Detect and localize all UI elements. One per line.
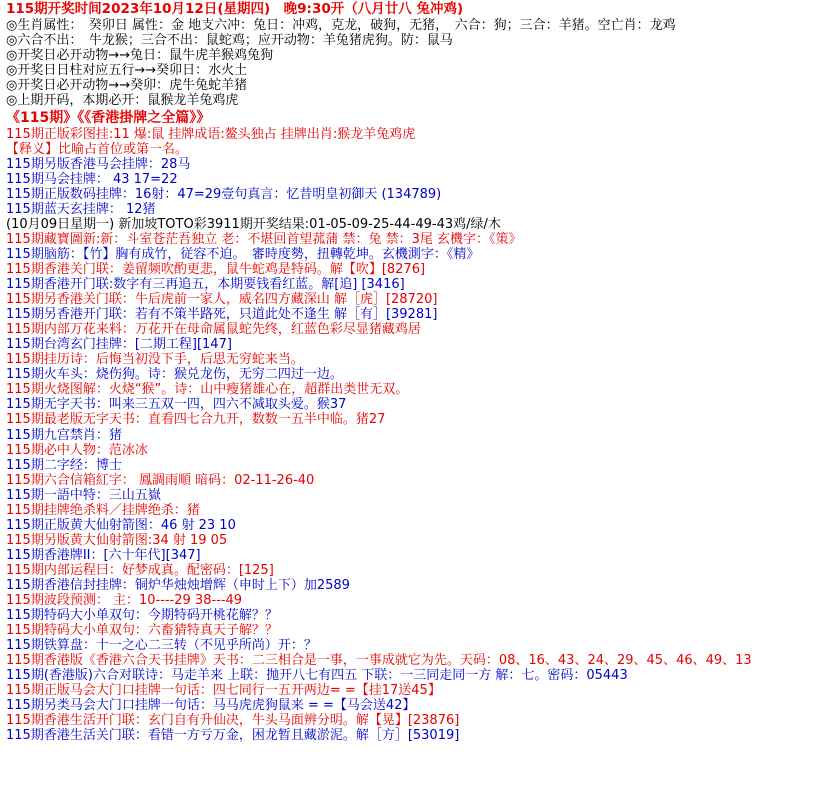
content-line-10: 115期香港开门联:数字有三再追五，本期要钱看红蓝。解[追] [3416] (6, 277, 405, 293)
content-line-29: 115期内部运程曰：好梦成真。配密码：[125] (6, 562, 274, 578)
content-line-18: 115期无字天书：叫来三五双一四，四六不减取头爱。猴37 (6, 397, 347, 413)
content-line-34: 115期铁算盘：十一之心二三转（不见乎所尚）开：？ (6, 637, 317, 653)
content-line-13: 115期内部万花来料：万花开在母命属鼠蛇先终，红蓝色彩尽显猪藏鸡居 (6, 322, 421, 338)
zodiac-line-5: ◎上期开码，本期必开：鼠猴龙羊兔鸡虎 (6, 92, 239, 108)
content-line-16: 115期火车头：烧伤狗。诗：猴兑龙伤，无穷二四过一边。 (6, 367, 343, 383)
content-line-1: 【释义】比喻占首位或第一名。 (6, 141, 189, 157)
content-line-15: 115期挂历诗：后悔当初没下手，后思无穷蛇来当。 (6, 352, 304, 368)
content-line-24: 115期一語中特：三山五嶽 (6, 487, 161, 503)
content-line-36: 115期(香港版)六合对联诗：马走羊来 上联：抛开八七有四五 下联：一三同走同一方 解：七。密码：05443 (6, 668, 628, 683)
content-line-25: 115期挂牌绝杀料／挂牌绝杀：猪 (6, 502, 200, 518)
content-line-40: 115期香港生活关门联：看错一方亏万金，困龙暂且藏淤泥。解［方］[53019] (6, 728, 460, 744)
content-line-27: 115期另版黄大仙射箭图:34 射 19 05 (6, 532, 228, 548)
zodiac-line-2: ◎开奖日必开动物→→兔日：鼠牛虎羊猴鸡兔狗 (6, 47, 274, 63)
content-line-28: 115期香港牌II：[六十年代][347] (6, 547, 201, 563)
content-line-21: 115期必中人物：范冰冰 (6, 442, 148, 458)
content-line-9: 115期香港关门联：姜留频吹酌更悲，鼠牛蛇鸡是特码。解【吹】[8276] (6, 262, 426, 278)
content-line-20: 115期九宫禁肖：猪 (6, 427, 122, 443)
content-line-26: 115期正版黄大仙射箭图：46 射 23 10 (6, 517, 236, 533)
content-line-19: 115期最老版无字天书：直看四七合九开，数数一五半中临。猪27 (6, 412, 386, 428)
zodiac-line-0: ◎生肖属性： 癸卯日 属性：金 地支六冲：兔日：冲鸡，克龙，破狗，无猪， 六合：狗；三合：羊猪。空亡肖：龙鸡 (6, 17, 676, 33)
content-line-39: 115期香港生活开门联：玄门自有升仙决，牛头马面辨分明。解【晃】[23876] (6, 713, 460, 729)
content-line-3: 115期马会挂牌： 43 17=22 (6, 171, 178, 187)
page-title: 115期开奖时间2023年10月12日(星期四) 晚9:30开（八月廿八 兔冲鸡) (6, 1, 464, 17)
content-line-23: 115期六合信箱紅字： 鳳調雨順 暗码：02-11-26-40 (6, 472, 315, 488)
section-title: 《115期》《《香港掛牌之全篇》》 (6, 109, 211, 126)
content-line-30: 115期香港信封挂牌：铜炉华烛烛增辉（申时上下）加2589 (6, 577, 350, 593)
content-line-32: 115期特码大小单双句：今期特码开桃花解？？ (6, 607, 278, 623)
content-line-38: 115期另类马会大门口挂牌一句话：马马虎虎狗鼠来 = =【马会送42】 (6, 698, 416, 714)
content-line-33: 115期特码大小单双句：六畜猜特真天子解？？ (6, 622, 278, 638)
zodiac-line-4: ◎开奖日必开动物→→癸卯：虎牛兔蛇羊猪 (6, 77, 248, 93)
content-line-6: (10月09日星期一) 新加坡TOTO彩3911期开奖结果:01-05-09-25-44-49-43鸡/绿/木 (6, 217, 501, 233)
content-line-4: 115期正版数码挂牌：16射：47=29壹句真言：忆昔明皇初御天 (134789) (6, 187, 442, 202)
content-line-2: 115期另版香港马会挂牌：28马 (6, 156, 191, 172)
content-line-22: 115期二字经：博士 (6, 457, 122, 473)
content-line-7: 115期藏寶圖新:新：斗室苍茫吾独立 老：不堪回首望菰蒲 禁：兔 禁：3尾 玄機字：《策》 (6, 232, 522, 248)
content-line-8: 115期脑筋：【竹】胸有成竹，従容不迫。 審時度勢，扭轉乾坤。玄機測字：《精》 (6, 247, 480, 263)
content-line-37: 115期正版马会大门口挂牌一句话：四七同行一五开两边= =【挂17送45】 (6, 683, 441, 699)
content-line-5: 115期蓝天玄挂牌： 12猪 (6, 202, 156, 218)
content-line-31: 115期波段预测： 主：10----29 38---49 (6, 592, 243, 608)
content-line-14: 115期台湾玄门挂牌：[二期工程][147] (6, 337, 232, 353)
zodiac-line-3: ◎开奖日日柱对应五行→→癸卯日：水火土 (6, 62, 248, 78)
zodiac-line-1: ◎六合不出： 牛龙猴；三合不出：鼠蛇鸡；应开动物：羊兔猪虎狗。防：鼠马 (6, 32, 453, 48)
content-line-35: 115期香港版《香港六合天书挂牌》天书：二三相合是一事，一事成就它为先。天码：08、16、43、24、29、45、46、49、13 (6, 652, 752, 668)
content-line-11: 115期另香港关门联：牛后虎前一家人，威名四方藏深山 解［虎］[28720] (6, 292, 438, 308)
content-line-17: 115期火烧图解：火烧“猴”。诗：山中瘦猪雄心在，超群出类世无双。 (6, 382, 409, 398)
content-line-0: 115期正版彩图挂:11 爆:鼠 挂牌成语:鳌头独占 挂牌出肖:猴龙羊兔鸡虎 (6, 126, 416, 142)
content-line-12: 115期另香港开门联：若有不策半路死，只道此处不逢生 解［有］[39281] (6, 307, 438, 323)
